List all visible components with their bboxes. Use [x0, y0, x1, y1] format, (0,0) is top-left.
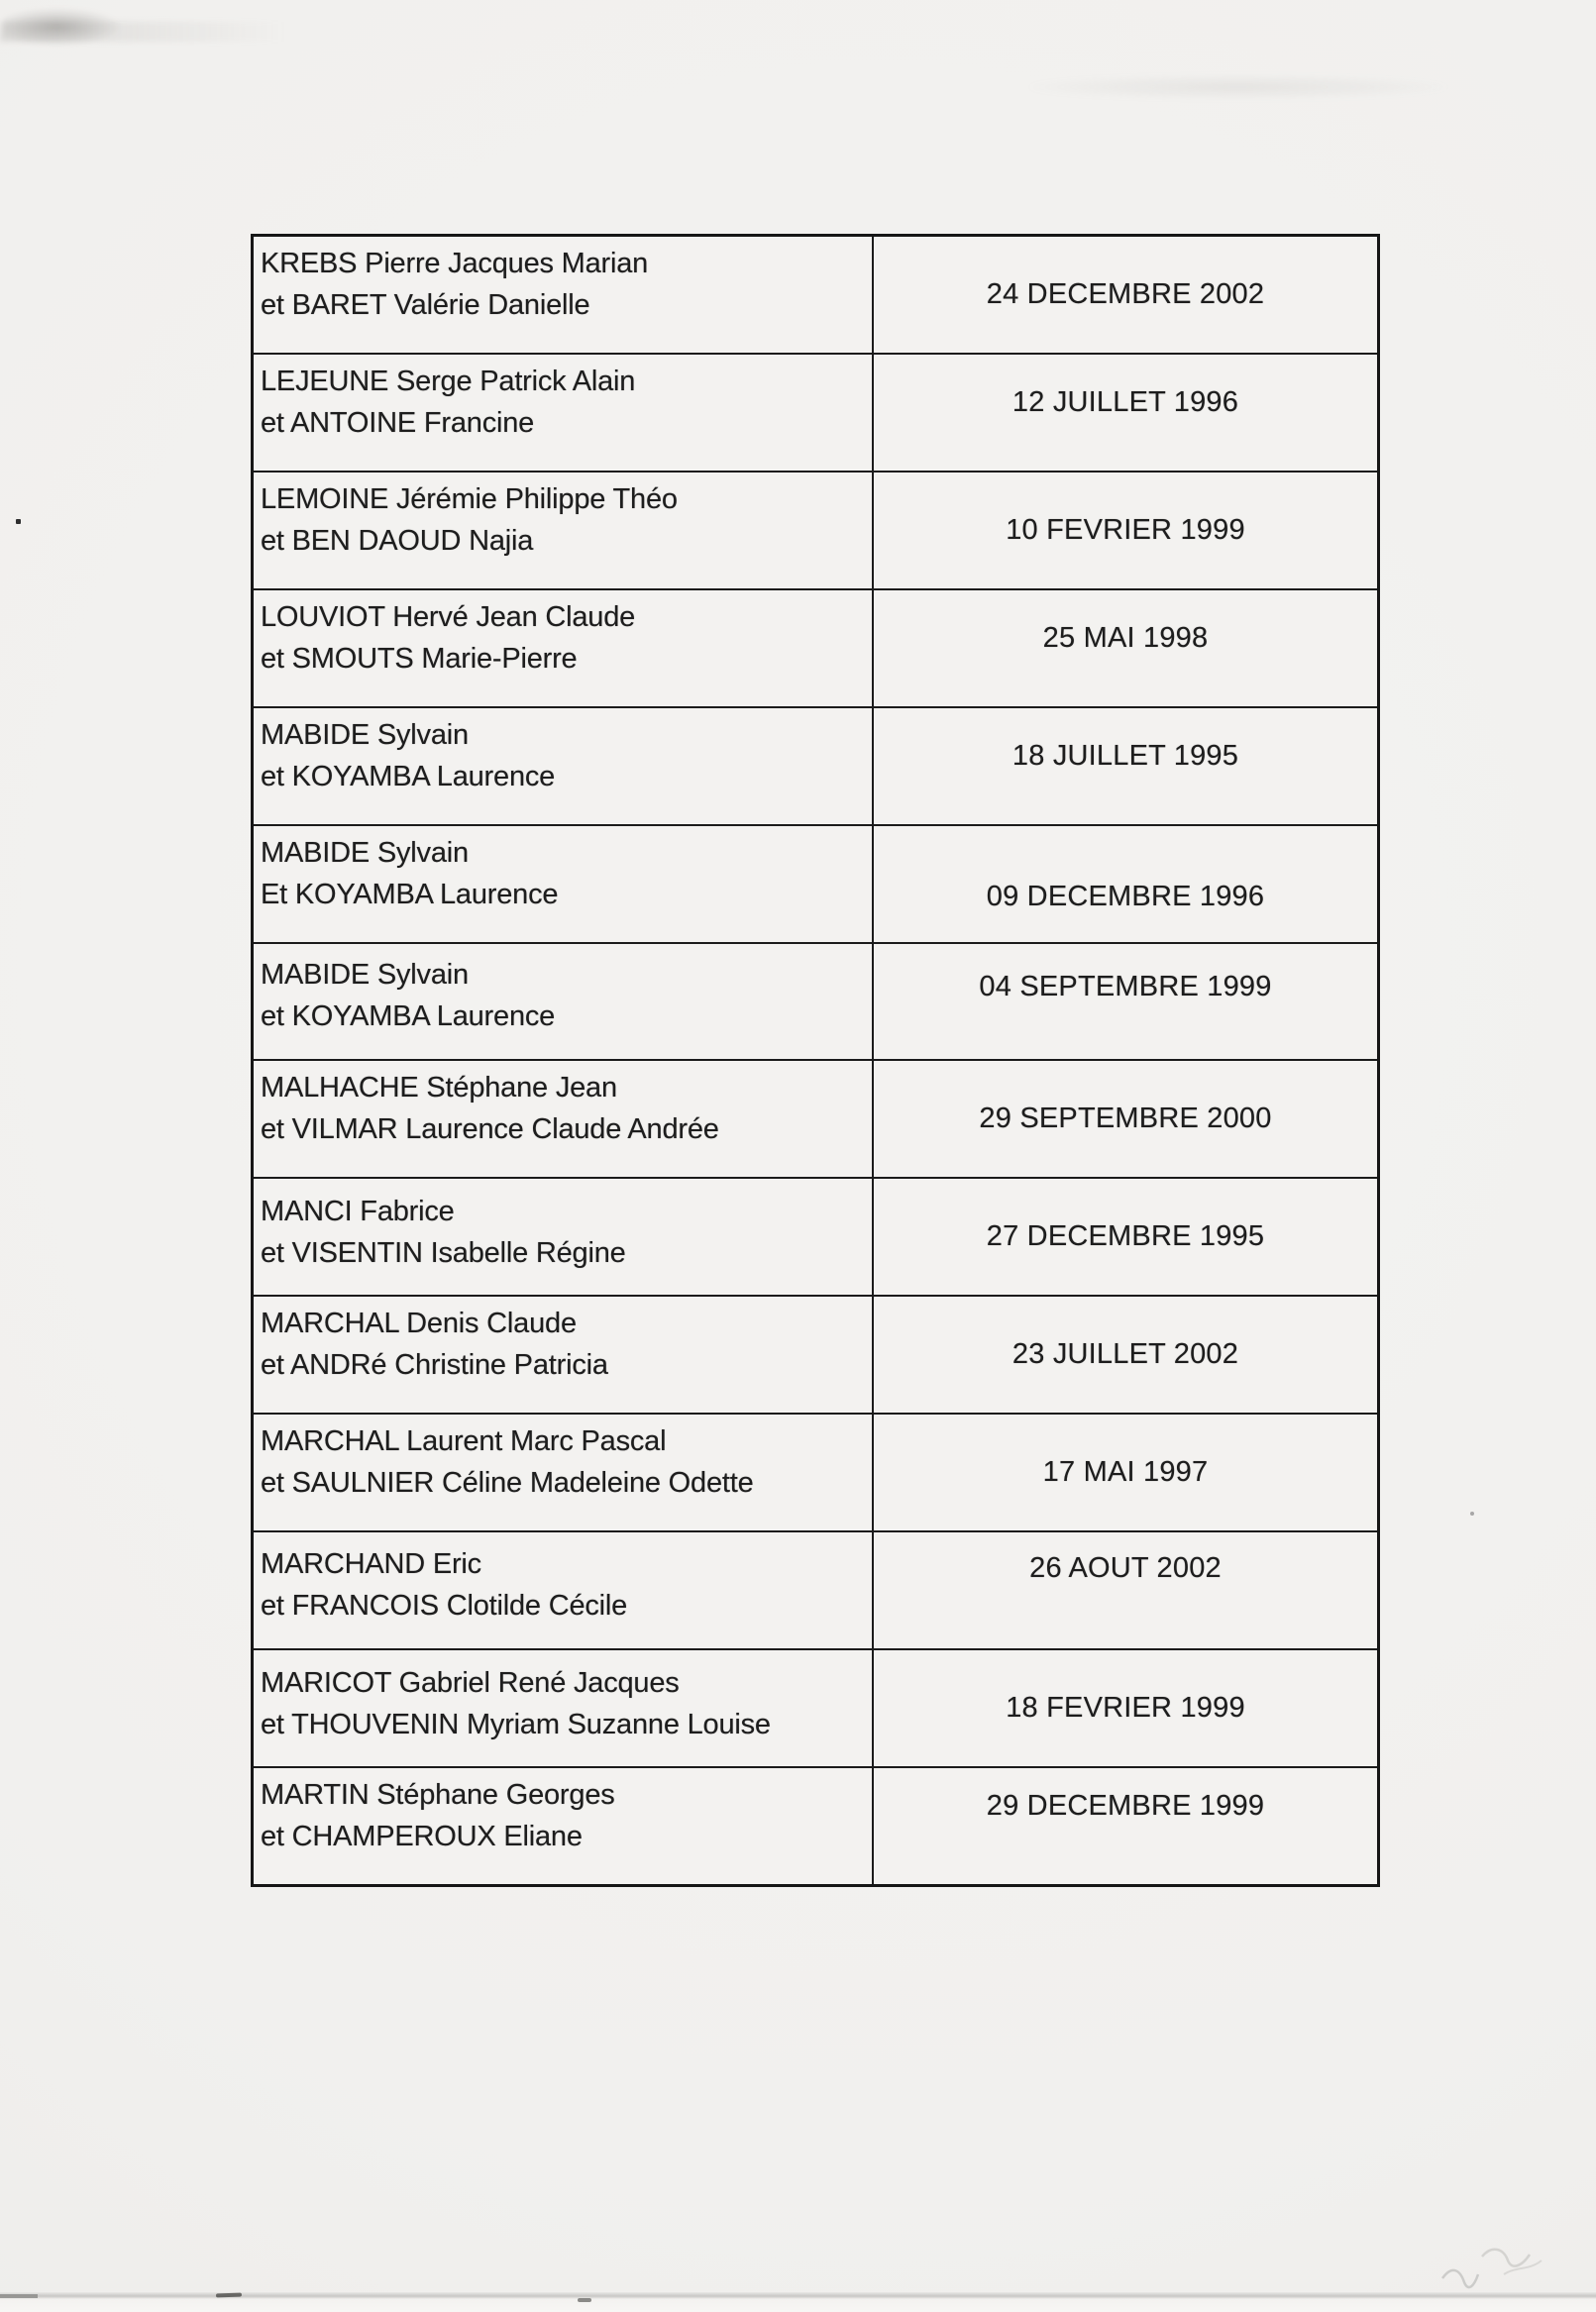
table-row: [254, 944, 1377, 1062]
wife-name: et SAULNIER Céline Madeleine Odette: [261, 1467, 754, 1500]
names-cell: [254, 590, 874, 706]
names-cell: [254, 1650, 874, 1766]
table-row: [254, 590, 1377, 708]
table-row: [254, 473, 1377, 590]
husband-name: MABIDE Sylvain: [261, 836, 469, 869]
names-cell: [254, 473, 874, 588]
wife-name: et CHAMPEROUX Eliane: [261, 1820, 583, 1852]
wife-name: et VILMAR Laurence Claude Andrée: [261, 1113, 719, 1146]
husband-name: MARICOT Gabriel René Jacques: [261, 1667, 680, 1700]
wife-name: et BEN DAOUD Najia: [261, 524, 534, 557]
record-date: 26 AOUT 2002: [1029, 1552, 1222, 1585]
table-row: [254, 1179, 1377, 1297]
record-date: 29 DECEMBRE 1999: [986, 1789, 1265, 1822]
record-date: 23 JUILLET 2002: [1011, 1338, 1239, 1371]
record-date: 12 JUILLET 1996: [1011, 385, 1239, 418]
names-cell: [254, 1532, 874, 1648]
date-cell: [874, 826, 1377, 942]
table-row: [254, 1061, 1377, 1179]
table-row: [254, 1650, 1377, 1768]
scan-speck: [16, 519, 21, 524]
date-cell: [874, 237, 1377, 353]
husband-name: KREBS Pierre Jacques Marian: [261, 248, 649, 279]
husband-name: MARCHAL Denis Claude: [261, 1308, 577, 1340]
scan-streak-top-left: [0, 22, 287, 42]
names-cell: [254, 826, 874, 942]
date-cell: [874, 1297, 1377, 1413]
date-cell: [874, 1768, 1377, 1884]
record-date: 09 DECEMBRE 1996: [986, 880, 1265, 912]
husband-name: LEMOINE Jérémie Philippe Théo: [261, 482, 678, 515]
date-cell: [874, 1061, 1377, 1177]
names-cell: [254, 1179, 874, 1295]
date-cell: [874, 1179, 1377, 1295]
wife-name: et KOYAMBA Laurence: [261, 999, 556, 1032]
table-row: [254, 237, 1377, 355]
husband-name: MARCHAND Eric: [261, 1548, 481, 1581]
date-cell: [874, 473, 1377, 588]
pencil-scribble: [1435, 2227, 1563, 2298]
names-cell: [254, 944, 874, 1060]
records-table: [251, 234, 1380, 1887]
names-cell: [254, 1061, 874, 1177]
wife-name: et SMOUTS Marie-Pierre: [261, 642, 578, 675]
husband-name: MARCHAL Laurent Marc Pascal: [261, 1425, 667, 1458]
husband-name: MALHACHE Stéphane Jean: [261, 1072, 617, 1104]
scan-dash: [0, 2294, 38, 2298]
record-date: 25 MAI 1998: [1042, 621, 1209, 654]
table-row: [254, 1768, 1377, 1884]
date-cell: [874, 355, 1377, 471]
husband-name: MANCI Fabrice: [261, 1196, 455, 1228]
wife-name: et THOUVENIN Myriam Suzanne Louise: [261, 1709, 771, 1741]
husband-name: LOUVIOT Hervé Jean Claude: [261, 600, 636, 633]
husband-name: MABIDE Sylvain: [261, 958, 469, 991]
table-row: [254, 826, 1377, 944]
record-date: 17 MAI 1997: [1042, 1456, 1209, 1489]
husband-name: LEJEUNE Serge Patrick Alain: [261, 365, 636, 397]
wife-name: et BARET Valérie Danielle: [261, 289, 590, 321]
record-date: 27 DECEMBRE 1995: [986, 1220, 1265, 1253]
scan-speck: [1470, 1512, 1474, 1516]
table-row: [254, 708, 1377, 826]
date-cell: [874, 944, 1377, 1060]
table-row: [254, 1532, 1377, 1650]
table-row: [254, 355, 1377, 473]
wife-name: et ANTOINE Francine: [261, 406, 535, 439]
record-date: 04 SEPTEMBRE 1999: [979, 971, 1272, 1003]
wife-name: et ANDRé Christine Patricia: [261, 1349, 608, 1382]
scan-streak-top-right: [1030, 75, 1446, 99]
husband-name: MARTIN Stéphane Georges: [261, 1778, 615, 1811]
husband-name: MABIDE Sylvain: [261, 718, 469, 751]
names-cell: [254, 1415, 874, 1530]
date-cell: [874, 708, 1377, 824]
wife-name: Et KOYAMBA Laurence: [261, 878, 559, 910]
names-cell: [254, 1768, 874, 1884]
date-cell: [874, 590, 1377, 706]
record-date: 18 JUILLET 1995: [1011, 739, 1239, 772]
wife-name: et VISENTIN Isabelle Régine: [261, 1237, 626, 1270]
table-row: [254, 1415, 1377, 1532]
names-cell: [254, 1297, 874, 1413]
date-cell: [874, 1415, 1377, 1530]
record-date: 24 DECEMBRE 2002: [986, 277, 1265, 310]
record-date: 29 SEPTEMBRE 2000: [979, 1103, 1272, 1135]
record-date: 10 FEVRIER 1999: [1006, 513, 1245, 546]
wife-name: et FRANCOIS Clotilde Cécile: [261, 1590, 628, 1623]
date-cell: [874, 1532, 1377, 1648]
wife-name: et KOYAMBA Laurence: [261, 760, 556, 792]
table-row: [254, 1297, 1377, 1415]
scan-dash: [578, 2298, 591, 2302]
record-date: 18 FEVRIER 1999: [1006, 1692, 1245, 1725]
names-cell: [254, 355, 874, 471]
names-cell: [254, 708, 874, 824]
date-cell: [874, 1650, 1377, 1766]
names-cell: [254, 237, 874, 353]
